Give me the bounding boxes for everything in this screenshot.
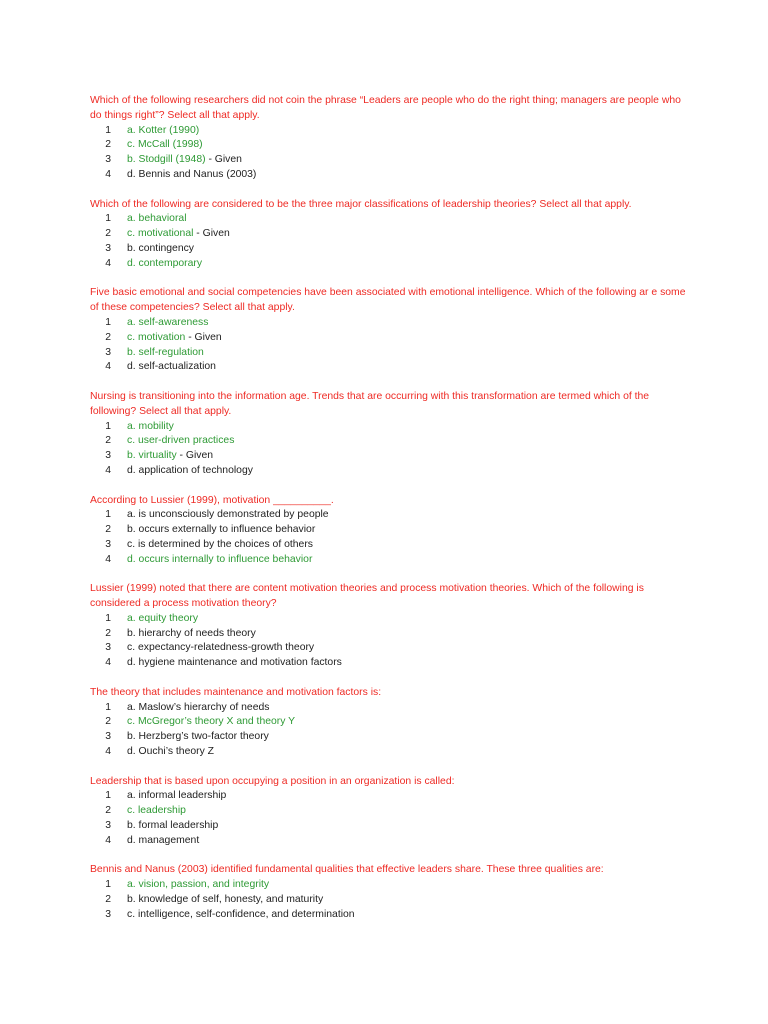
- option-text-correct: a. equity theory: [127, 612, 199, 624]
- option-row: [90, 138, 690, 153]
- option-row: [90, 464, 690, 479]
- option-row: [90, 316, 690, 331]
- option-number: 3: [105, 820, 111, 832]
- option-text-correct: a. mobility: [127, 420, 174, 432]
- option-text: d. application of technology: [127, 464, 253, 476]
- question-spacer: [90, 183, 690, 198]
- question-block: [90, 286, 690, 375]
- question-text: Which of the following researchers did not coin the phrase “Leaders are people who do the right thing; managers are people who do things right”? Select all that apply.: [90, 95, 681, 121]
- option-number: 4: [105, 464, 111, 476]
- option-text-correct: b. self-regulation: [127, 346, 204, 358]
- option-text: c. expectancy-relatedness-growth theory: [127, 642, 315, 654]
- option-row: [90, 508, 690, 523]
- option-number: 2: [105, 228, 111, 240]
- option-text: d. hygiene maintenance and motivation factors: [127, 657, 342, 669]
- option-number: 4: [105, 834, 111, 846]
- option-row: [90, 730, 690, 745]
- document-body: [90, 94, 690, 923]
- option-number: 1: [105, 509, 111, 521]
- option-row: [90, 434, 690, 449]
- option-row: [90, 612, 690, 627]
- question-text: Nursing is transitioning into the information age. Trends that are occurring with this transformation are termed which of the following? Select all that apply.: [90, 390, 650, 417]
- option-number: 2: [105, 435, 111, 447]
- given-note: - Given: [176, 450, 214, 462]
- option-number: 3: [105, 908, 111, 920]
- option-number: 1: [105, 790, 111, 802]
- question-spacer: [90, 849, 690, 864]
- option-number: 2: [105, 331, 111, 343]
- option-text: b. hierarchy of needs theory: [127, 627, 256, 639]
- option-number: 2: [105, 805, 111, 817]
- option-row: [90, 789, 690, 804]
- question-spacer: [90, 479, 690, 494]
- option-number: 4: [105, 746, 111, 758]
- option-text-correct: c. motivational: [127, 228, 194, 240]
- option-row: [90, 420, 690, 435]
- option-row: [90, 656, 690, 671]
- option-number: 2: [105, 524, 111, 536]
- option-number: 1: [105, 612, 111, 624]
- question-text: The theory that includes maintenance and motivation factors is:: [90, 686, 382, 698]
- option-row: [90, 641, 690, 656]
- option-number: 2: [105, 139, 111, 151]
- option-number: 4: [105, 361, 111, 373]
- option-row: [90, 908, 690, 923]
- option-number: 1: [105, 701, 111, 713]
- option-text-correct: c. McGregor’s theory X and theory Y: [127, 716, 296, 728]
- option-row: [90, 449, 690, 464]
- option-list: [90, 420, 690, 479]
- option-row: [90, 212, 690, 227]
- option-row: [90, 893, 690, 908]
- question-block: [90, 94, 690, 183]
- option-list: [90, 878, 690, 922]
- option-list: [90, 212, 690, 271]
- option-row: [90, 346, 690, 361]
- given-note: - Given: [193, 228, 230, 240]
- option-row: [90, 257, 690, 272]
- option-list: [90, 701, 690, 760]
- given-note: - Given: [185, 331, 222, 343]
- option-list: [90, 612, 690, 671]
- option-text: c. is determined by the choices of others: [127, 538, 313, 550]
- option-list: [90, 789, 690, 848]
- option-row: [90, 745, 690, 760]
- option-row: [90, 804, 690, 819]
- option-text-correct: a. Kotter (1990): [127, 124, 200, 136]
- option-text: a. informal leadership: [127, 790, 227, 802]
- option-number: 1: [105, 213, 111, 225]
- option-row: [90, 153, 690, 168]
- option-row: [90, 124, 690, 139]
- option-list: [90, 316, 690, 375]
- option-text-correct: d. contemporary: [127, 257, 203, 269]
- given-note: - Given: [205, 154, 242, 166]
- option-row: [90, 715, 690, 730]
- option-text-correct: a. behavioral: [127, 213, 187, 225]
- question-block: [90, 863, 690, 922]
- option-number: 2: [105, 627, 111, 639]
- question-text: Lussier (1999) noted that there are content motivation theories and process motivation theories. Which of the following is considered a process motivation theory?: [90, 583, 644, 610]
- option-row: [90, 242, 690, 257]
- question-block: [90, 494, 690, 568]
- question-block: [90, 775, 690, 849]
- option-text: b. knowledge of self, honesty, and maturity: [127, 894, 324, 906]
- option-row: [90, 627, 690, 642]
- question-text: According to Lussier (1999), motivation __________.: [90, 494, 334, 506]
- option-row: [90, 878, 690, 893]
- option-number: 2: [105, 716, 111, 728]
- option-text-correct: a. vision, passion, and integrity: [127, 879, 270, 891]
- option-number: 2: [105, 894, 111, 906]
- option-number: 4: [105, 257, 111, 269]
- option-text: d. Ouchi’s theory Z: [127, 746, 215, 758]
- option-text: c. intelligence, self-confidence, and determination: [127, 908, 355, 920]
- option-list: [90, 124, 690, 183]
- option-text: d. management: [127, 834, 200, 846]
- option-list: [90, 508, 690, 567]
- option-text: d. self-actualization: [127, 361, 216, 373]
- question-spacer: [90, 375, 690, 390]
- option-number: 3: [105, 450, 111, 462]
- option-row: [90, 227, 690, 242]
- option-text: a. is unconsciously demonstrated by people: [127, 509, 329, 521]
- option-text-correct: c. user-driven practices: [127, 435, 235, 447]
- option-text: b. occurs externally to influence behavior: [127, 524, 316, 536]
- question-block: [90, 198, 690, 272]
- option-row: [90, 523, 690, 538]
- question-spacer: [90, 568, 690, 583]
- question-text: Bennis and Nanus (2003) identified fundamental qualities that effective leaders share. These three qualities are:: [90, 864, 604, 876]
- question-text: Five basic emotional and social competencies have been associated with emotional intelligence. Which of the following ar e some of these competencies? Select all that apply.: [90, 287, 686, 314]
- question-spacer: [90, 671, 690, 686]
- option-row: [90, 360, 690, 375]
- option-number: 3: [105, 731, 111, 743]
- question-spacer: [90, 272, 690, 287]
- question-block: [90, 686, 690, 760]
- option-number: 1: [105, 879, 111, 891]
- option-number: 1: [105, 316, 111, 328]
- option-text: b. contingency: [127, 242, 195, 254]
- option-text: b. Herzberg’s two-factor theory: [127, 731, 269, 743]
- option-number: 4: [105, 168, 111, 180]
- question-block: [90, 390, 690, 479]
- option-number: 4: [105, 657, 111, 669]
- option-text: d. Bennis and Nanus (2003): [127, 168, 257, 180]
- option-number: 1: [105, 420, 111, 432]
- option-number: 4: [105, 553, 111, 565]
- option-row: [90, 168, 690, 183]
- option-number: 3: [105, 242, 111, 254]
- option-text-correct: c. McCall (1998): [127, 139, 203, 151]
- option-row: [90, 331, 690, 346]
- option-number: 3: [105, 346, 111, 358]
- question-text: Leadership that is based upon occupying a position in an organization is called:: [90, 775, 455, 787]
- option-number: 3: [105, 154, 111, 166]
- option-number: 1: [105, 124, 111, 136]
- option-number: 3: [105, 538, 111, 550]
- option-text-correct: d. occurs internally to influence behavior: [127, 553, 313, 565]
- option-text-correct: c. leadership: [127, 805, 186, 817]
- option-row: [90, 834, 690, 849]
- option-row: [90, 553, 690, 568]
- option-text-correct: a. self-awareness: [127, 316, 209, 328]
- option-text-correct: b. Stodgill (1948): [127, 154, 206, 166]
- option-text: b. formal leadership: [127, 820, 219, 832]
- option-row: [90, 701, 690, 716]
- option-text: a. Maslow’s hierarchy of needs: [127, 701, 270, 713]
- question-block: [90, 582, 690, 671]
- option-text-correct: b. virtuality: [127, 450, 177, 462]
- option-number: 3: [105, 642, 111, 654]
- option-text-correct: c. motivation: [127, 331, 186, 343]
- option-row: [90, 538, 690, 553]
- question-text: Which of the following are considered to be the three major classifications of leadership theories? Select all that apply.: [90, 198, 632, 210]
- question-spacer: [90, 760, 690, 775]
- option-row: [90, 819, 690, 834]
